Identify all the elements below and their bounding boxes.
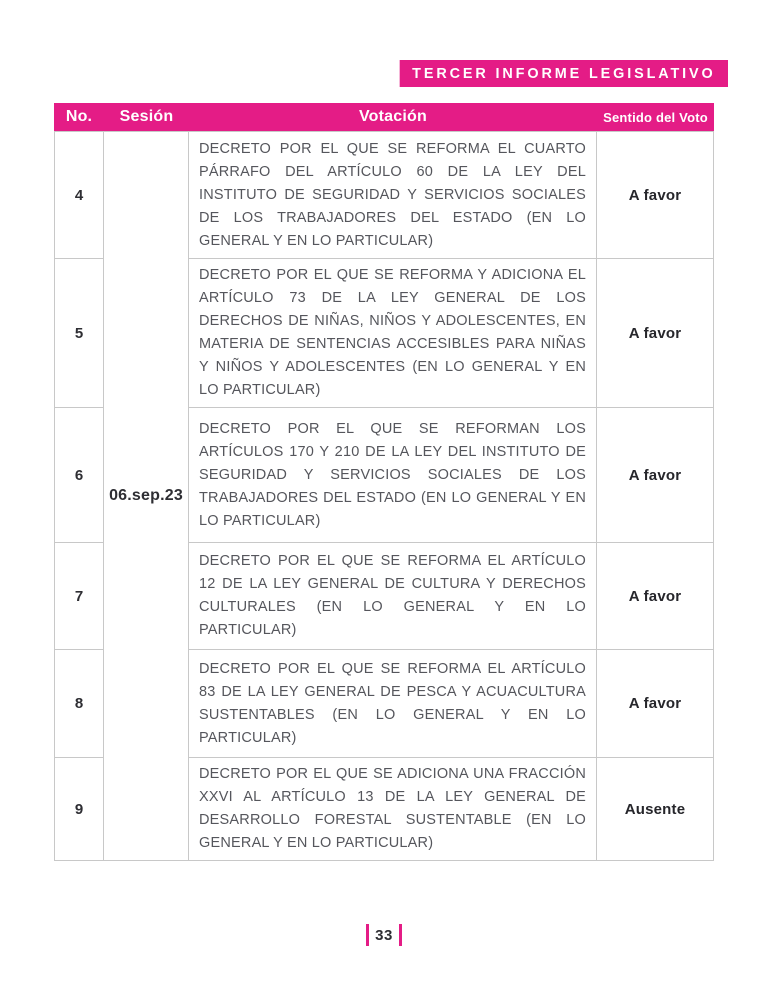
column-header-sesion: Sesión — [104, 103, 189, 131]
votacion-cell — [189, 650, 597, 758]
column-header-votacion: Votación — [189, 103, 597, 131]
page-number: 33 — [375, 926, 393, 944]
votes-table — [54, 103, 714, 861]
row-number-cell: 7 — [54, 543, 104, 650]
vote-sense-cell: A favor — [597, 650, 714, 758]
vote-sense-cell: A favor — [597, 131, 714, 259]
vote-sense-cell: Ausente — [597, 758, 714, 861]
page-footer — [0, 924, 768, 946]
votacion-text: DECRETO POR EL QUE SE REFORMA Y ADICIONA EL ARTÍCULO 73 DE LA LEY GENERAL DE LOS DERECHOS DE NIÑAS, NIÑOS Y ADOLESCENTES, EN MATERIA DE SENTENCIAS ACCESIBLES PARA NIÑAS Y NIÑOS Y ADOLESCENTES (EN LO GENERAL Y EN LO PARTICULAR) — [199, 267, 586, 398]
votacion-text: DECRETO POR EL QUE SE REFORMA EL ARTÍCULO 12 DE LA LEY GENERAL DE CULTURA Y DERECHOS CULTURALES (EN LO GENERAL Y EN LO PARTICULAR) — [199, 553, 586, 638]
votacion-text: DECRETO POR EL QUE SE REFORMA EL ARTÍCULO 83 DE LA LEY GENERAL DE PESCA Y ACUACULTURA SUSTENTABLES (EN LO GENERAL Y EN LO PARTICULAR) — [199, 660, 586, 746]
votacion-text: DECRETO POR EL QUE SE ADICIONA UNA FRACCIÓN XXVI AL ARTÍCULO 13 DE LA LEY GENERAL DE DESARROLLO FORESTAL SUSTENTABLE (EN LO GENERAL Y EN LO PARTICULAR) — [199, 766, 586, 851]
votacion-cell — [189, 131, 597, 259]
column-header-sentido-del-voto: Sentido del Voto — [597, 103, 714, 131]
votacion-cell — [189, 408, 597, 543]
row-number-cell: 5 — [54, 259, 104, 408]
column-header-no: No. — [54, 103, 104, 131]
votacion-cell — [189, 758, 597, 861]
votacion-text: DECRETO POR EL QUE SE REFORMAN LOS ARTÍCULOS 170 Y 210 DE LA LEY DEL INSTITUTO DE SEGURIDAD Y SERVICIOS SOCIALES DE LOS TRABAJADORES DEL ESTADO (EN LO GENERAL Y EN LO PARTICULAR) — [199, 420, 586, 529]
report-title-banner: TERCER INFORME LEGISLATIVO — [400, 60, 728, 87]
vote-sense-cell: A favor — [597, 408, 714, 543]
votacion-cell — [189, 259, 597, 408]
session-date-cell: 06.sep.23 — [104, 131, 189, 861]
row-number-cell: 4 — [54, 131, 104, 259]
votacion-cell — [189, 543, 597, 650]
votacion-text: DECRETO POR EL QUE SE REFORMA EL CUARTO PÁRRAFO DEL ARTÍCULO 60 DE LA LEY DEL INSTITUTO DE SEGURIDAD Y SERVICIOS SOCIALES DE LOS TRABAJADORES DEL ESTADO (EN LO GENERAL Y EN LO PARTICULAR) — [199, 140, 586, 249]
page-number-bar-right — [399, 924, 402, 946]
vote-sense-cell: A favor — [597, 259, 714, 408]
page-number-bar-left — [366, 924, 369, 946]
row-number-cell: 8 — [54, 650, 104, 758]
row-number-cell: 6 — [54, 408, 104, 543]
row-number-cell: 9 — [54, 758, 104, 861]
vote-sense-cell: A favor — [597, 543, 714, 650]
